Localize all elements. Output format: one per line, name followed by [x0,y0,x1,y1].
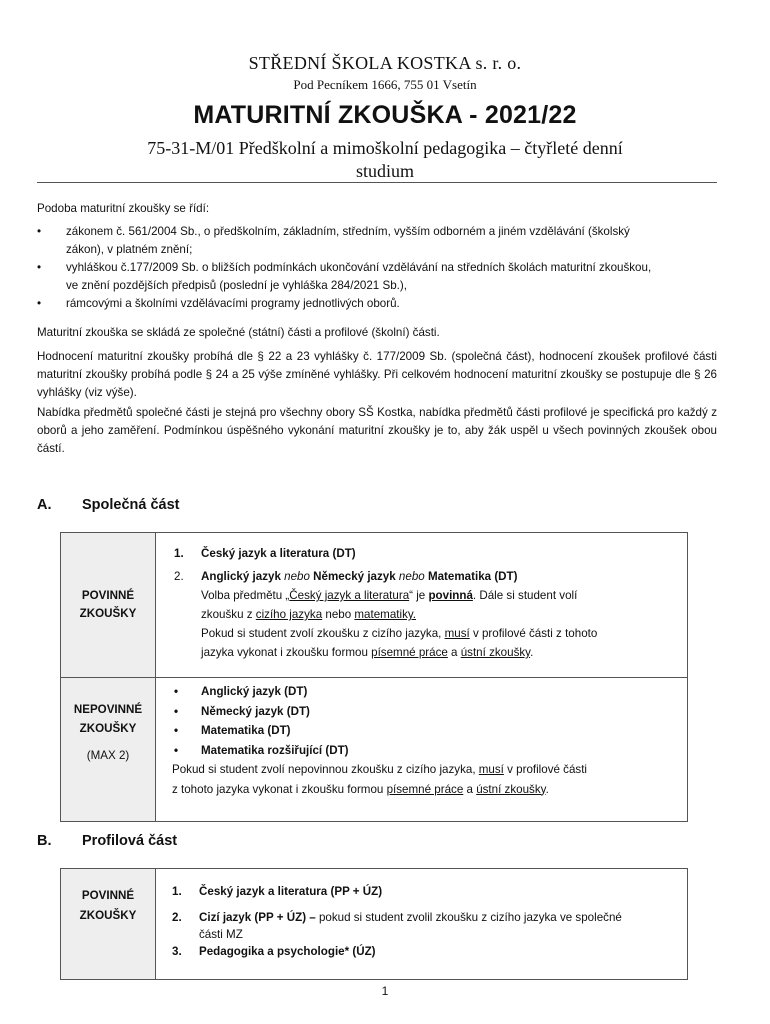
page-title: MATURITNÍ ZKOUŠKA - 2021/22 [193,101,577,129]
subtitle-line-1: 75-31-M/01 Předškolní a mimoškolní pedagogika – čtyřleté denní [147,138,623,158]
list-item: • Anglický jazyk (DT) [174,682,675,702]
subtitle-line-2: studium [355,161,414,181]
optional-note: Pokud si student zvolí nepovinnou zkoušku z cizího jazyka, musí v profilové části [172,763,588,776]
school-address: Pod Pecníkem 1666, 755 01 Vsetín [293,77,477,92]
list-item: • Německý jazyk (DT) [174,702,675,722]
mandatory-content-cell [156,533,688,678]
section-a-title: Společná část [82,497,180,513]
bullet-icon: • [174,743,179,757]
intro-paragraph-evaluation: Hodnocení maturitní zkoušky probíhá dle § 22 a 23 vyhlášky č. 177/2009 Sb. (společná část), hodnocení zkoušek profilové části maturitní zkoušky probíhá podle § 24 a 25 výše zmíněné vyhlášky. Při celkovém hodnocení maturitní zkoušky se postupuje dle § 26 vyhlášky (viz výše). [37,350,717,399]
bullet-icon: • [174,704,179,718]
intro-paragraph-parts: Maturitní zkouška se skládá ze společné (státní) části a profilové (školní) části. [37,326,440,339]
optional-content-cell: • Anglický jazyk (DT) • Německý jazyk (DT) • Matematika (DT) • Matematika rozšiřující (DT) Pokud si student zvolí nepovinnou zkoušku z cizího jazyka, musí v profilové části z tohoto jazyka vykonat i zkoušku formou písemné práce a ústní zkoušky. [156,678,688,822]
intro-paragraph-offer: Nabídka předmětů společné části je stejná pro všechny obory SŠ Kostka, nabídka předmětů části profilové je specifická pro každý z oborů a jeho zaměření. Podmínkou úspěšného vykonání maturitní zkoušky je to, aby žák uspěl u všech povinných zkoušek obou částí. [37,406,717,455]
list-item: • zákonem č. 561/2004 Sb., o předškolním, základním, středním, vyšším odborném a jiném vzdělávání (školský zákon), v platném znění; [37,225,630,256]
section-b-title: Profilová část [82,833,178,849]
mandatory-note: Volba předmětu „Český jazyk a literatura“ je povinná. Dále si student volí [201,589,578,602]
page-subtitle [60,137,710,183]
list-item: 1. Český jazyk a literatura (DT) [174,547,356,560]
section-a-table [60,532,688,822]
intro-lead: Podoba maturitní zkoušky se řídí: [37,202,210,215]
legal-basis-list [37,223,727,313]
bullet-icon: • [174,685,179,698]
list-item: 3. Pedagogika a psychologie* (ÚZ) [172,945,376,958]
header-divider [37,182,717,183]
section-b-letter: B. [37,833,52,849]
bullet-icon: • [37,297,42,310]
section-b-table [60,868,688,980]
list-item: • vyhláškou č.177/2009 Sb. o bližších podmínkách ukončování vzdělávání na středních školách maturitní zkouškou, ve znění pozdějších předpisů (poslední je vyhláška 284/2021 Sb.), [37,261,652,292]
school-name: STŘEDNÍ ŠKOLA KOSTKA s. r. o. [248,53,522,73]
list-item: 2. Anglický jazyk nebo Německý jazyk nebo Matematika (DT) Volba předmětu „Český jazyk a literatura“ je povinná. Dále si student volí zkoušku z cizího jazyka nebo matematiky. Pokud si student zvolí zkoušku z cizího jazyka, musí v profilové části z tohoto jazyka vykonat i zkoušku formou písemné práce a ústní zkoušky. [174,567,675,662]
profile-mandatory-label-cell: POVINNÉ ZKOUŠKY [61,869,156,980]
section-a-letter: A. [37,497,52,513]
list-item: 1. Český jazyk a literatura (PP + ÚZ) [172,885,383,898]
profile-mandatory-content-cell [156,869,688,980]
list-item: • rámcovými a školními vzdělávacími programy jednotlivých oborů. [37,295,727,313]
list-item: 2. Cizí jazyk (PP + ÚZ) – pokud si student zvolil zkoušku z cizího jazyka ve společné části MZ [172,911,622,941]
mandatory-label-cell: POVINNÉ ZKOUŠKY [61,533,156,678]
optional-label-cell: NEPOVINNÉ ZKOUŠKY (MAX 2) [61,678,156,822]
list-item: • Matematika rozšiřující (DT) [174,741,675,761]
bullet-icon: • [37,261,42,274]
page-number: 1 [381,984,389,998]
list-item: • Matematika (DT) [174,721,675,741]
bullet-icon: • [37,225,42,238]
bullet-icon: • [174,724,179,737]
